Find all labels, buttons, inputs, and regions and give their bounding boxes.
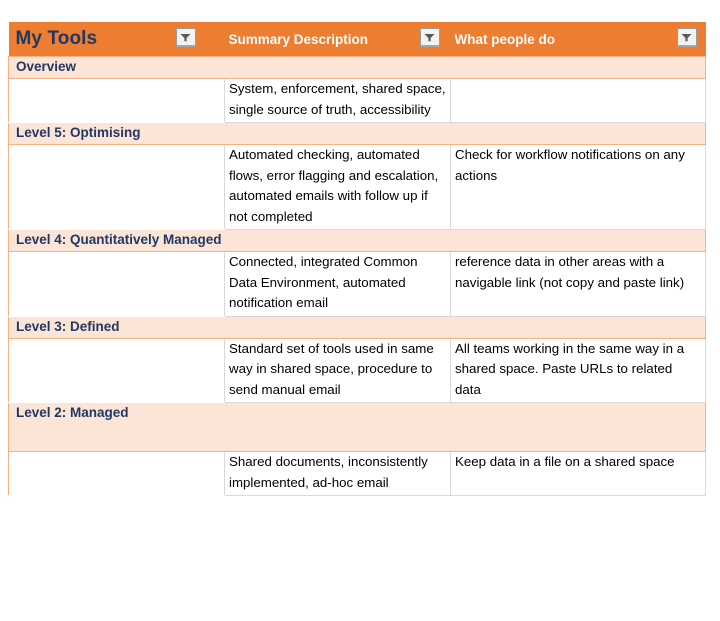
group-row[interactable] xyxy=(9,403,706,452)
header-label-what-people-do: What people do xyxy=(454,31,555,47)
table-body xyxy=(9,57,706,496)
page-title: My Tools xyxy=(15,28,98,49)
cell-tool[interactable] xyxy=(9,338,225,403)
group-row-label: Level 4: Quantitatively Managed xyxy=(9,230,706,252)
group-row[interactable] xyxy=(9,316,706,338)
group-row-label: Level 5: Optimising xyxy=(9,123,706,145)
group-row-label: Level 2: Managed xyxy=(9,403,706,452)
cell-tool[interactable] xyxy=(9,79,225,123)
group-row[interactable] xyxy=(9,230,706,252)
group-row[interactable] xyxy=(9,123,706,145)
cell-what-people-do[interactable]: All teams working in the same way in a shared space. Paste URLs to related data xyxy=(451,338,706,403)
cell-what-people-do[interactable]: Keep data in a file on a shared space xyxy=(451,452,706,496)
filter-dropdown-summary-description[interactable] xyxy=(420,28,440,47)
tools-table-container xyxy=(8,22,705,496)
table-row[interactable] xyxy=(9,338,706,403)
header-label-summary-description: Summary Description xyxy=(228,31,369,47)
cell-what-people-do[interactable]: reference data in other areas with a navigable link (not copy and paste link) xyxy=(451,252,706,317)
cell-tool[interactable] xyxy=(9,252,225,317)
cell-what-people-do[interactable]: Check for workflow notifications on any actions xyxy=(451,145,706,230)
header-cell-my-tools xyxy=(9,22,225,57)
table-row[interactable] xyxy=(9,252,706,317)
table-row[interactable] xyxy=(9,452,706,496)
cell-what-people-do[interactable] xyxy=(451,79,706,123)
table-row[interactable] xyxy=(9,79,706,123)
cell-summary-description[interactable]: Connected, integrated Common Data Environment, automated notification email xyxy=(225,252,451,317)
cell-summary-description[interactable]: Shared documents, inconsistently implemented, ad-hoc email xyxy=(225,452,451,496)
cell-tool[interactable] xyxy=(9,452,225,496)
filter-dropdown-my-tools[interactable] xyxy=(176,28,196,47)
header-cell-what-people-do xyxy=(451,22,706,57)
table-header-row xyxy=(9,22,706,57)
cell-tool[interactable] xyxy=(9,145,225,230)
group-row[interactable] xyxy=(9,57,706,79)
header-cell-summary-description xyxy=(225,22,451,57)
cell-summary-description[interactable]: Standard set of tools used in same way in shared space, procedure to send manual email xyxy=(225,338,451,403)
group-row-label: Level 3: Defined xyxy=(9,316,706,338)
group-row-label: Overview xyxy=(9,57,706,79)
table-row[interactable] xyxy=(9,145,706,230)
filter-dropdown-what-people-do[interactable] xyxy=(677,28,697,47)
tools-table xyxy=(8,22,706,496)
cell-summary-description[interactable]: System, enforcement, shared space, single source of truth, accessibility xyxy=(225,79,451,123)
cell-summary-description[interactable]: Automated checking, automated flows, error flagging and escalation, automated emails with follow up if not completed xyxy=(225,145,451,230)
